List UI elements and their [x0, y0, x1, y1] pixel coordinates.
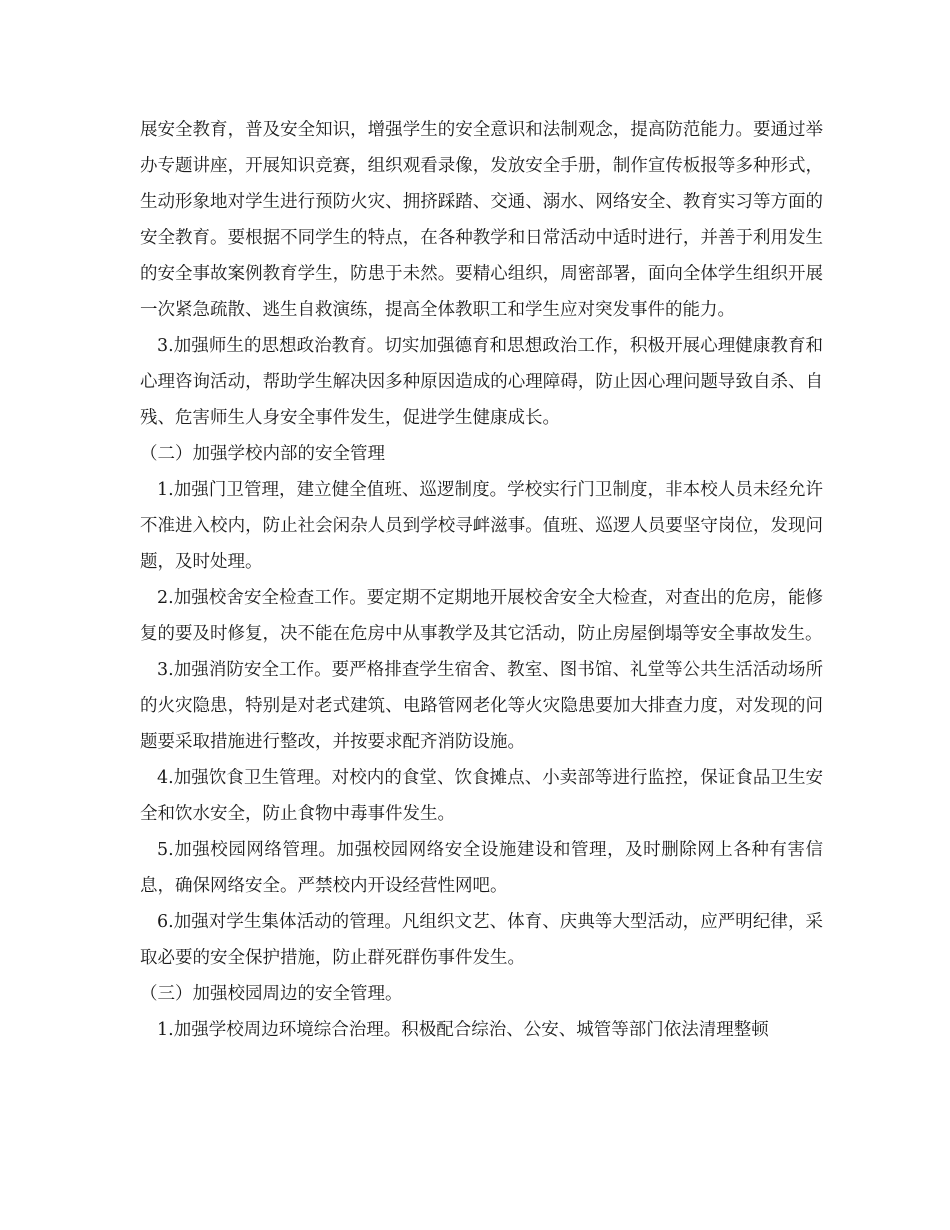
paragraph-safety-education: 展安全教育，普及安全知识，增强学生的安全意识和法制观念，提高防范能力。要通过举办专题讲座，开展知识竞赛，组织观看录像，发放安全手册，制作宣传板报等多种形式，生动形象地对学生进行预防火灾、拥挤踩踏、交通、溺水、网络安全、教育实习等方面的安全教育。要根据不同学生的特点，在各种教学和日常活动中适时进行，并善于利用发生的安全事故案例教育学生，防患于未然。要精心组织，周密部署，面向全体学生组织开展一次紧急疏散、逃生自救演练，提高全体教职工和学生应对突发事件的能力。 [140, 120, 823, 320]
paragraph-building-inspection: 2.加强校舍安全检查工作。要定期不定期地开展校舍安全大检查，对查出的危房，能修复的要及时修复，决不能在危房中从事教学及其它活动，防止房屋倒塌等安全事故发生。 [140, 588, 823, 644]
paragraph-fire-safety: 3.加强消防安全工作。要严格排查学生宿舍、教室、图书馆、礼堂等公共生活活动场所的火灾隐患，特别是对老式建筑、电路管网老化等火灾隐患要加大排查力度，对发现的问题要采取措施进行整改，并按要求配齐消防设施。 [140, 660, 823, 752]
section-heading-surrounding-management: （三）加强校园周边的安全管理。 [140, 984, 403, 1004]
paragraph-group-activities: 6.加强对学生集体活动的管理。凡组织文艺、体育、庆典等大型活动，应严明纪律，采取必要的安全保护措施，防止群死群伤事件发生。 [140, 912, 823, 968]
paragraph-surrounding-environment: 1.加强学校周边环境综合治理。积极配合综治、公安、城管等部门依法清理整顿 [157, 1020, 769, 1040]
paragraph-network-management: 5.加强校园网络管理。加强校园网络安全设施建设和管理，及时删除网上各种有害信息，确保网络安全。严禁校内开设经营性网吧。 [140, 840, 823, 896]
document-page [140, 112, 823, 1048]
section-heading-internal-management: （二）加强学校内部的安全管理 [140, 444, 385, 464]
paragraph-food-hygiene: 4.加强饮食卫生管理。对校内的食堂、饮食摊点、小卖部等进行监控，保证食品卫生安全和饮水安全，防止食物中毒事件发生。 [140, 768, 823, 824]
paragraph-gate-management: 1.加强门卫管理，建立健全值班、巡逻制度。学校实行门卫制度，非本校人员未经允许不准进入校内，防止社会闲杂人员到学校寻衅滋事。值班、巡逻人员要坚守岗位，发现问题，及时处理。 [140, 480, 823, 572]
paragraph-ideological-education: 3.加强师生的思想政治教育。切实加强德育和思想政治工作，积极开展心理健康教育和心理咨询活动，帮助学生解决因多种原因造成的心理障碍，防止因心理问题导致自杀、自残、危害师生人身安全事件发生，促进学生健康成长。 [140, 336, 823, 428]
